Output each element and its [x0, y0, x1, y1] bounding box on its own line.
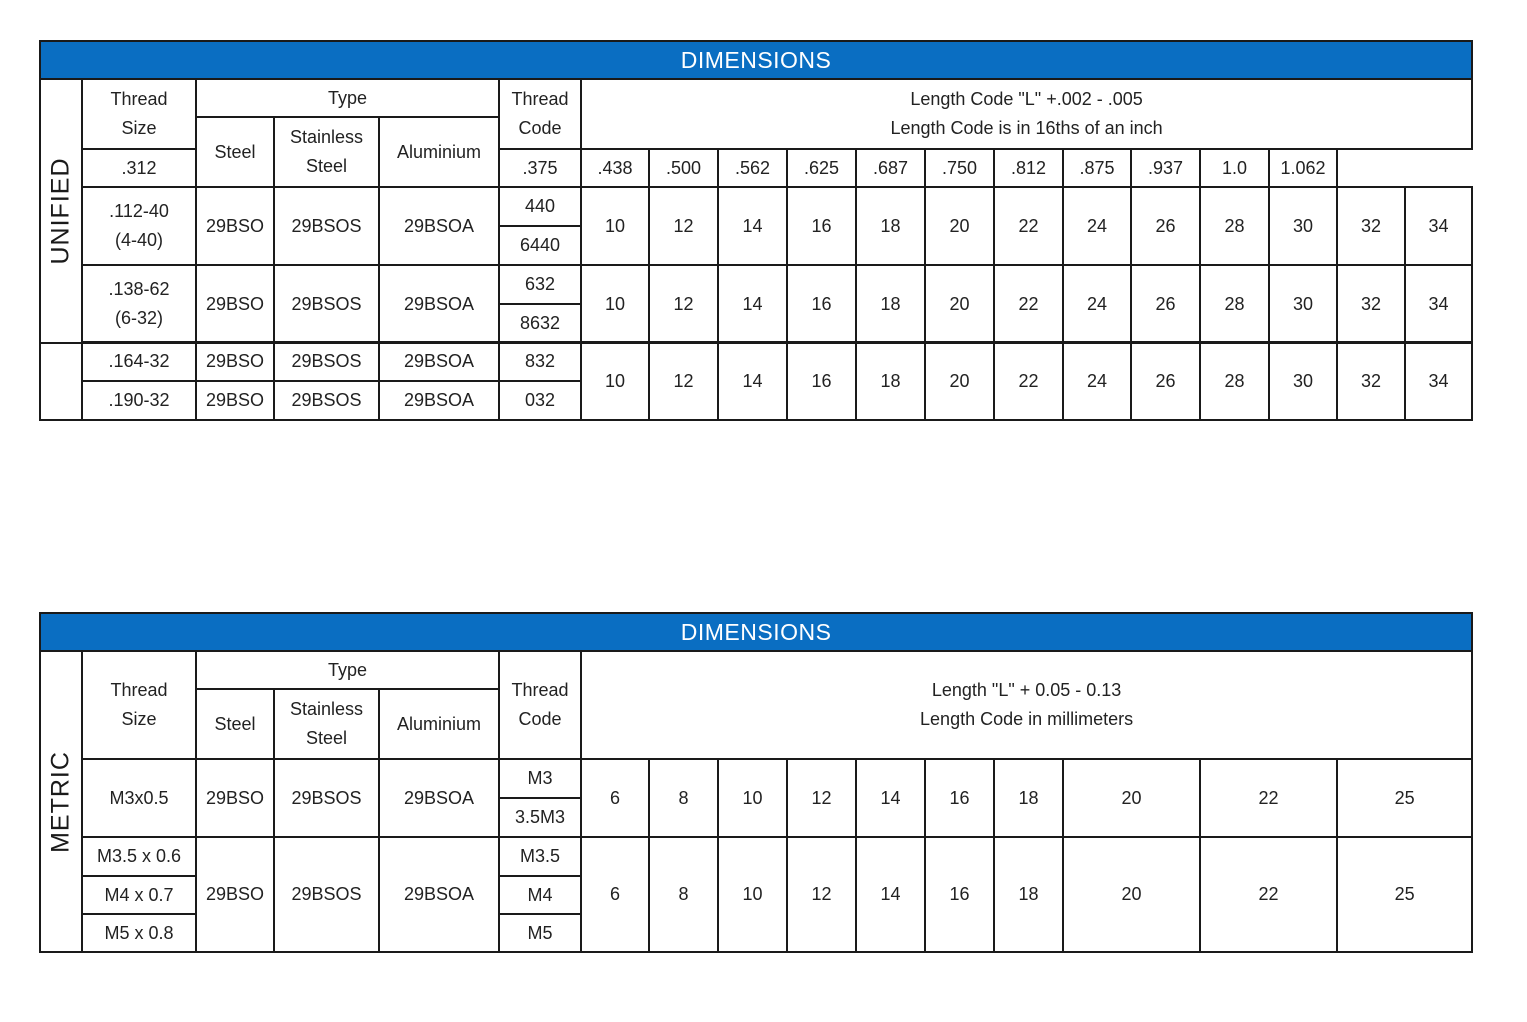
steel-header: Steel — [196, 117, 274, 187]
length-code-cell: 26 — [1131, 265, 1200, 343]
unified-dimensions-table-lower — [39, 341, 1473, 421]
length-code-cell: 10 — [581, 265, 649, 343]
length-code-cell: 22 — [1200, 759, 1337, 837]
length-code-cell: 16 — [925, 759, 994, 837]
thread-code-cell: M4 — [499, 876, 581, 914]
thread-code-cell: 440 — [499, 187, 581, 226]
thread-size-cell: .112-40 (4-40) — [82, 187, 196, 265]
length-value: 1.062 — [1269, 149, 1337, 187]
stainless-part-cell: 29BSOS — [274, 381, 379, 420]
length-code-cell: 32 — [1337, 265, 1405, 343]
length-code-cell: 28 — [1200, 342, 1269, 420]
length-code-cell: 22 — [994, 187, 1063, 265]
length-code-cell: 32 — [1337, 342, 1405, 420]
steel-part-cell: 29BSO — [196, 759, 274, 837]
length-code-cell: 32 — [1337, 187, 1405, 265]
steel-part-cell: 29BSO — [196, 342, 274, 381]
length-value: .937 — [1131, 149, 1200, 187]
thread-code-cell: 3.5M3 — [499, 798, 581, 837]
length-code-header: Length Code "L" +.002 - .005 Length Code is in 16ths of an inch — [581, 79, 1472, 149]
length-code-cell: 10 — [718, 759, 787, 837]
length-code-cell: 28 — [1200, 187, 1269, 265]
aluminium-header: Aluminium — [379, 117, 499, 187]
metric-dimensions-table — [39, 612, 1473, 953]
length-code-cell: 14 — [718, 342, 787, 420]
length-code-cell: 14 — [718, 187, 787, 265]
type-header: Type — [196, 651, 499, 689]
length-code-cell: 16 — [787, 342, 856, 420]
length-value: .750 — [925, 149, 994, 187]
length-code-cell: 18 — [856, 187, 925, 265]
unified-side-continuation — [40, 342, 82, 420]
length-code-cell: 30 — [1269, 265, 1337, 343]
length-code-cell: 10 — [718, 837, 787, 952]
thread-size-cell: .138-62 (6-32) — [82, 265, 196, 343]
length-code-cell: 22 — [994, 265, 1063, 343]
length-code-cell: 30 — [1269, 187, 1337, 265]
length-value: .687 — [856, 149, 925, 187]
length-code-cell: 26 — [1131, 342, 1200, 420]
length-value: .438 — [581, 149, 649, 187]
stainless-steel-header: Stainless Steel — [274, 689, 379, 759]
length-code-cell: 20 — [1063, 759, 1200, 837]
length-code-cell: 22 — [1200, 837, 1337, 952]
length-code-cell: 8 — [649, 837, 718, 952]
thread-size-cell: M4 x 0.7 — [82, 876, 196, 914]
steel-part-cell: 29BSO — [196, 187, 274, 265]
dimensions-title: DIMENSIONS — [40, 613, 1472, 651]
length-value: .625 — [787, 149, 856, 187]
steel-part-cell: 29BSO — [196, 381, 274, 420]
steel-header: Steel — [196, 689, 274, 759]
length-code-cell: 18 — [994, 759, 1063, 837]
length-value: 1.0 — [1200, 149, 1269, 187]
thread-code-cell: 8632 — [499, 304, 581, 343]
thread-size-cell: M3x0.5 — [82, 759, 196, 837]
length-code-cell: 12 — [787, 759, 856, 837]
length-code-cell: 14 — [718, 265, 787, 343]
stainless-part-cell: 29BSOS — [274, 759, 379, 837]
stainless-steel-header: Stainless Steel — [274, 117, 379, 187]
length-code-cell: 16 — [925, 837, 994, 952]
length-code-cell: 24 — [1063, 187, 1131, 265]
length-code-cell: 12 — [649, 187, 718, 265]
thread-size-header: Thread Size — [82, 79, 196, 149]
thread-code-cell: 832 — [499, 342, 581, 381]
thread-code-cell: 032 — [499, 381, 581, 420]
length-code-cell: 14 — [856, 837, 925, 952]
length-code-cell: 20 — [925, 187, 994, 265]
length-code-cell: 26 — [1131, 187, 1200, 265]
length-code-cell: 25 — [1337, 837, 1472, 952]
length-value: .562 — [718, 149, 787, 187]
length-code-cell: 30 — [1269, 342, 1337, 420]
stainless-part-cell: 29BSOS — [274, 187, 379, 265]
length-value: .812 — [994, 149, 1063, 187]
type-header: Type — [196, 79, 499, 117]
length-code-cell: 20 — [925, 342, 994, 420]
thread-code-cell: M3 — [499, 759, 581, 798]
aluminium-part-cell: 29BSOA — [379, 759, 499, 837]
aluminium-part-cell: 29BSOA — [379, 342, 499, 381]
length-header: Length "L" + 0.05 - 0.13 Length Code in millimeters — [581, 651, 1472, 759]
length-code-cell: 16 — [787, 265, 856, 343]
thread-size-cell: M3.5 x 0.6 — [82, 837, 196, 876]
length-code-cell: 20 — [1063, 837, 1200, 952]
length-code-cell: 18 — [994, 837, 1063, 952]
length-code-cell: 34 — [1405, 187, 1472, 265]
aluminium-part-cell: 29BSOA — [379, 265, 499, 343]
length-code-cell: 16 — [787, 187, 856, 265]
length-code-cell: 8 — [649, 759, 718, 837]
length-code-cell: 18 — [856, 265, 925, 343]
length-code-cell: 10 — [581, 187, 649, 265]
length-code-cell: 6 — [581, 759, 649, 837]
thread-code-cell: 632 — [499, 265, 581, 304]
thread-size-cell: .164-32 — [82, 342, 196, 381]
stainless-part-cell: 29BSOS — [274, 265, 379, 343]
length-code-cell: 22 — [994, 342, 1063, 420]
aluminium-header: Aluminium — [379, 689, 499, 759]
length-code-cell: 12 — [787, 837, 856, 952]
length-code-cell: 25 — [1337, 759, 1472, 837]
thread-code-header: Thread Code — [499, 651, 581, 759]
aluminium-part-cell: 29BSOA — [379, 187, 499, 265]
unified-side-label: UNIFIED — [40, 79, 82, 343]
length-code-cell: 18 — [856, 342, 925, 420]
length-value: .312 — [82, 149, 196, 187]
thread-code-cell: 6440 — [499, 226, 581, 265]
length-code-cell: 34 — [1405, 342, 1472, 420]
length-code-cell: 12 — [649, 342, 718, 420]
length-code-cell: 34 — [1405, 265, 1472, 343]
length-code-cell: 28 — [1200, 265, 1269, 343]
aluminium-part-cell: 29BSOA — [379, 381, 499, 420]
unified-dimensions-table — [39, 40, 1473, 344]
length-code-cell: 12 — [649, 265, 718, 343]
steel-part-cell: 29BSO — [196, 265, 274, 343]
metric-side-label: METRIC — [40, 651, 82, 952]
length-code-cell: 24 — [1063, 265, 1131, 343]
stainless-part-cell: 29BSOS — [274, 837, 379, 952]
dimensions-title: DIMENSIONS — [40, 41, 1472, 79]
steel-part-cell: 29BSO — [196, 837, 274, 952]
length-code-cell: 14 — [856, 759, 925, 837]
thread-size-header: Thread Size — [82, 651, 196, 759]
thread-size-cell: M5 x 0.8 — [82, 914, 196, 952]
thread-code-header: Thread Code — [499, 79, 581, 149]
length-value: .875 — [1063, 149, 1131, 187]
length-code-cell: 10 — [581, 342, 649, 420]
thread-code-cell: M5 — [499, 914, 581, 952]
stainless-part-cell: 29BSOS — [274, 342, 379, 381]
thread-size-cell: .190-32 — [82, 381, 196, 420]
aluminium-part-cell: 29BSOA — [379, 837, 499, 952]
length-value: .375 — [499, 149, 581, 187]
thread-code-cell: M3.5 — [499, 837, 581, 876]
length-code-cell: 24 — [1063, 342, 1131, 420]
length-code-cell: 20 — [925, 265, 994, 343]
length-value: .500 — [649, 149, 718, 187]
length-code-cell: 6 — [581, 837, 649, 952]
